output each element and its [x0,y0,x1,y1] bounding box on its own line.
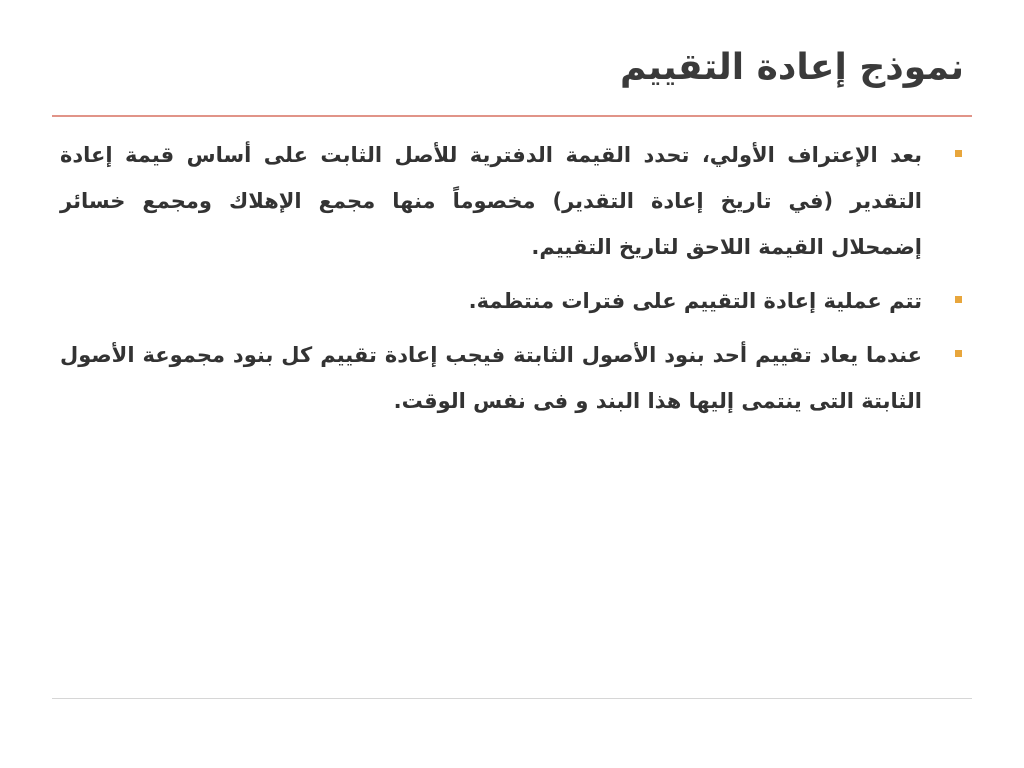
bullet-list [60,132,940,432]
square-bullet-icon [955,350,962,357]
square-bullet-icon [955,150,962,157]
bullet-item-3 [60,332,940,424]
square-bullet-icon [955,296,962,303]
bullet-text-2: تتم عملية إعادة التقييم على فترات منتظمة. [468,289,922,313]
bullet-text-1: بعد الإعتراف الأولي، تحدد القيمة الدفترية للأصل الثابت على أساس قيمة إعادة التقدير (في تاريخ إعادة التقدير) مخصوماً منها مجمع الإهلاك ومجمع خسائر إضمحلال القيمة اللاحق لتاريخ التقييم. [60,143,922,259]
bullet-item-1 [60,132,940,270]
title-divider [52,115,972,117]
footer-divider [52,698,972,699]
bullet-text-3: عندما يعاد تقييم أحد بنود الأصول الثابتة فيجب إعادة تقييم كل بنود مجموعة الأصول الثابتة التى ينتمى إليها هذا البند و فى نفس الوقت. [60,343,922,413]
bullet-item-2 [60,278,940,324]
slide-title: نموذج إعادة التقييم [620,47,964,88]
